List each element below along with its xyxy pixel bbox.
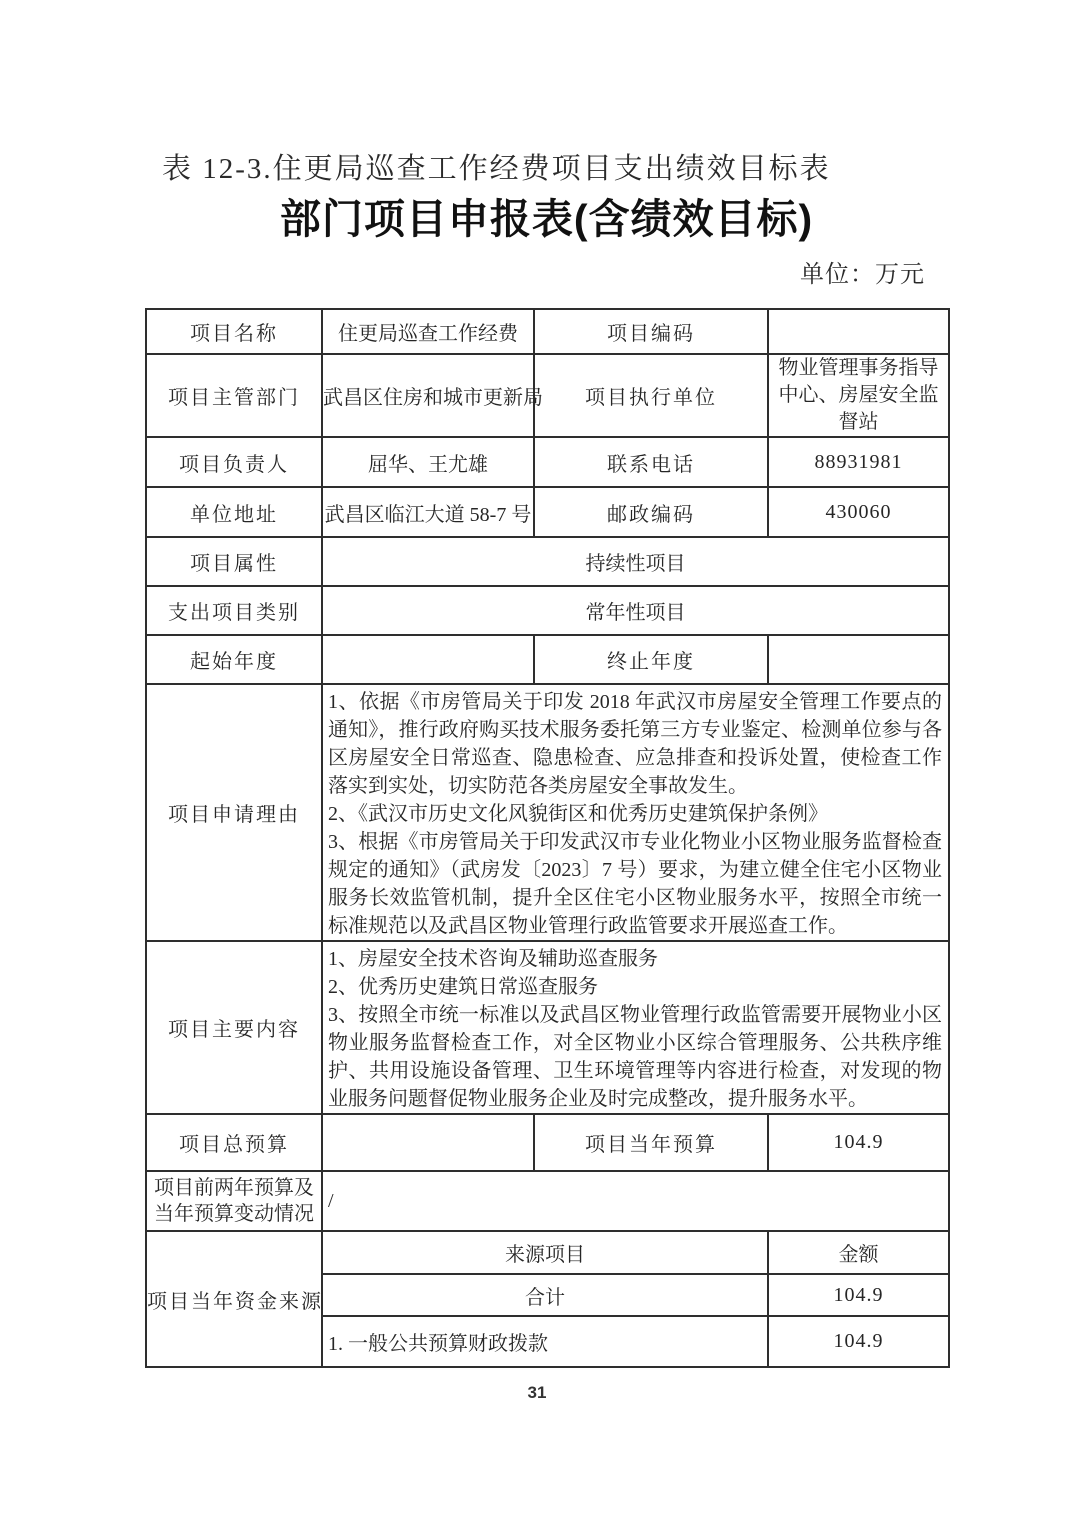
row-main-content bbox=[146, 941, 949, 1114]
row-budget bbox=[146, 1114, 949, 1171]
executing-unit-value: 物业管理事务指导中心、房屋安全监督站 bbox=[768, 354, 949, 437]
funding-source-label: 项目当年资金来源 bbox=[146, 1231, 322, 1367]
row-project-attribute bbox=[146, 537, 949, 586]
contact-phone-label: 联系电话 bbox=[534, 437, 768, 487]
current-year-budget-value: 104.9 bbox=[768, 1114, 949, 1171]
project-leader-label: 项目负责人 bbox=[146, 437, 322, 487]
funding-item-amount: 104.9 bbox=[768, 1316, 949, 1367]
postal-code-label: 邮政编码 bbox=[534, 487, 768, 537]
supervisor-dept-value: 武昌区住房和城市更新局 bbox=[322, 354, 534, 437]
end-year-value bbox=[768, 635, 949, 684]
contact-phone-value: 88931981 bbox=[768, 437, 949, 487]
reason-paragraph: 2、《武汉市历史文化风貌街区和优秀历史建筑保护条例》 bbox=[328, 803, 828, 825]
application-reason-value bbox=[322, 684, 949, 941]
row-application-reason bbox=[146, 684, 949, 941]
content-paragraph: 3、按照全市统一标准以及武昌区物业管理行政监管需要开展物业小区物业服务监督检查工作，对全区物业小区综合管理服务、公共秩序维护、共用设施设备管理、卫生环境管理等内容进行检查，对发现的物业服务问题督促物业服务企业及时完成整改，提升服务水平。 bbox=[328, 1004, 942, 1110]
page-number: 31 bbox=[527, 1383, 547, 1402]
project-attribute-label: 项目属性 bbox=[146, 537, 322, 586]
unit-note: 单位：万元 bbox=[800, 262, 925, 288]
funding-total-source: 合计 bbox=[322, 1274, 768, 1316]
content-paragraph: 1、房屋安全技术咨询及辅助巡查服务 bbox=[328, 948, 658, 970]
supervisor-dept-label: 项目主管部门 bbox=[146, 354, 322, 437]
unit-address-label: 单位地址 bbox=[146, 487, 322, 537]
row-funding-header bbox=[146, 1231, 949, 1274]
postal-code-value: 430060 bbox=[768, 487, 949, 537]
start-year-value bbox=[322, 635, 534, 684]
row-unit-address bbox=[146, 487, 949, 537]
project-code-label: 项目编码 bbox=[534, 309, 768, 354]
row-project-leader bbox=[146, 437, 949, 487]
project-leader-value: 屈华、王尤雄 bbox=[322, 437, 534, 487]
project-code-value bbox=[768, 309, 949, 354]
project-name-label: 项目名称 bbox=[146, 309, 322, 354]
total-budget-value bbox=[322, 1114, 534, 1171]
budget-history-value: / bbox=[322, 1171, 949, 1231]
main-content-value bbox=[322, 941, 949, 1114]
end-year-label: 终止年度 bbox=[534, 635, 768, 684]
current-year-budget-label: 项目当年预算 bbox=[534, 1114, 768, 1171]
main-content-label: 项目主要内容 bbox=[146, 941, 322, 1114]
table-caption: 表 12-3.住更局巡查工作经费项目支出绩效目标表 bbox=[162, 153, 831, 185]
row-project-name bbox=[146, 309, 949, 354]
funding-item-source: 1. 一般公共预算财政拨款 bbox=[322, 1316, 768, 1367]
start-year-label: 起始年度 bbox=[146, 635, 322, 684]
application-reason-label: 项目申请理由 bbox=[146, 684, 322, 941]
expense-category-value: 常年性项目 bbox=[322, 586, 949, 635]
project-application-table bbox=[145, 308, 950, 1368]
reason-paragraph: 1、依据《市房管局关于印发 2018 年武汉市房屋安全管理工作要点的通知》，推行政府购买技术服务委托第三方专业鉴定、检测单位参与各区房屋安全日常巡查、隐患检查、应急排查和投诉处置，使检查工作落实到实处，切实防范各类房屋安全事故发生。 bbox=[328, 691, 942, 797]
executing-unit-label: 项目执行单位 bbox=[534, 354, 768, 437]
funding-col-source: 来源项目 bbox=[322, 1231, 768, 1274]
row-expense-category bbox=[146, 586, 949, 635]
page-title: 部门项目申报表(含绩效目标) bbox=[279, 196, 814, 242]
row-supervisor-dept bbox=[146, 354, 949, 437]
unit-address-value: 武昌区临江大道 58-7 号 bbox=[322, 487, 534, 537]
total-budget-label: 项目总预算 bbox=[146, 1114, 322, 1171]
funding-col-amount: 金额 bbox=[768, 1231, 949, 1274]
project-name-value: 住更局巡查工作经费 bbox=[322, 309, 534, 354]
funding-total-amount: 104.9 bbox=[768, 1274, 949, 1316]
expense-category-label: 支出项目类别 bbox=[146, 586, 322, 635]
project-attribute-value: 持续性项目 bbox=[322, 537, 949, 586]
budget-history-label: 项目前两年预算及当年预算变动情况 bbox=[146, 1171, 322, 1231]
row-years bbox=[146, 635, 949, 684]
content-paragraph: 2、优秀历史建筑日常巡查服务 bbox=[328, 976, 598, 998]
reason-paragraph: 3、根据《市房管局关于印发武汉市专业化物业小区物业服务监督检查规定的通知》（武房发〔2023〕7 号）要求，为建立健全住宅小区物业服务长效监管机制，提升全区住宅小区物业服务水平，按照全市统一标准规范以及武昌区物业管理行政监管要求开展巡查工作。 bbox=[328, 831, 942, 937]
row-budget-history bbox=[146, 1171, 949, 1231]
